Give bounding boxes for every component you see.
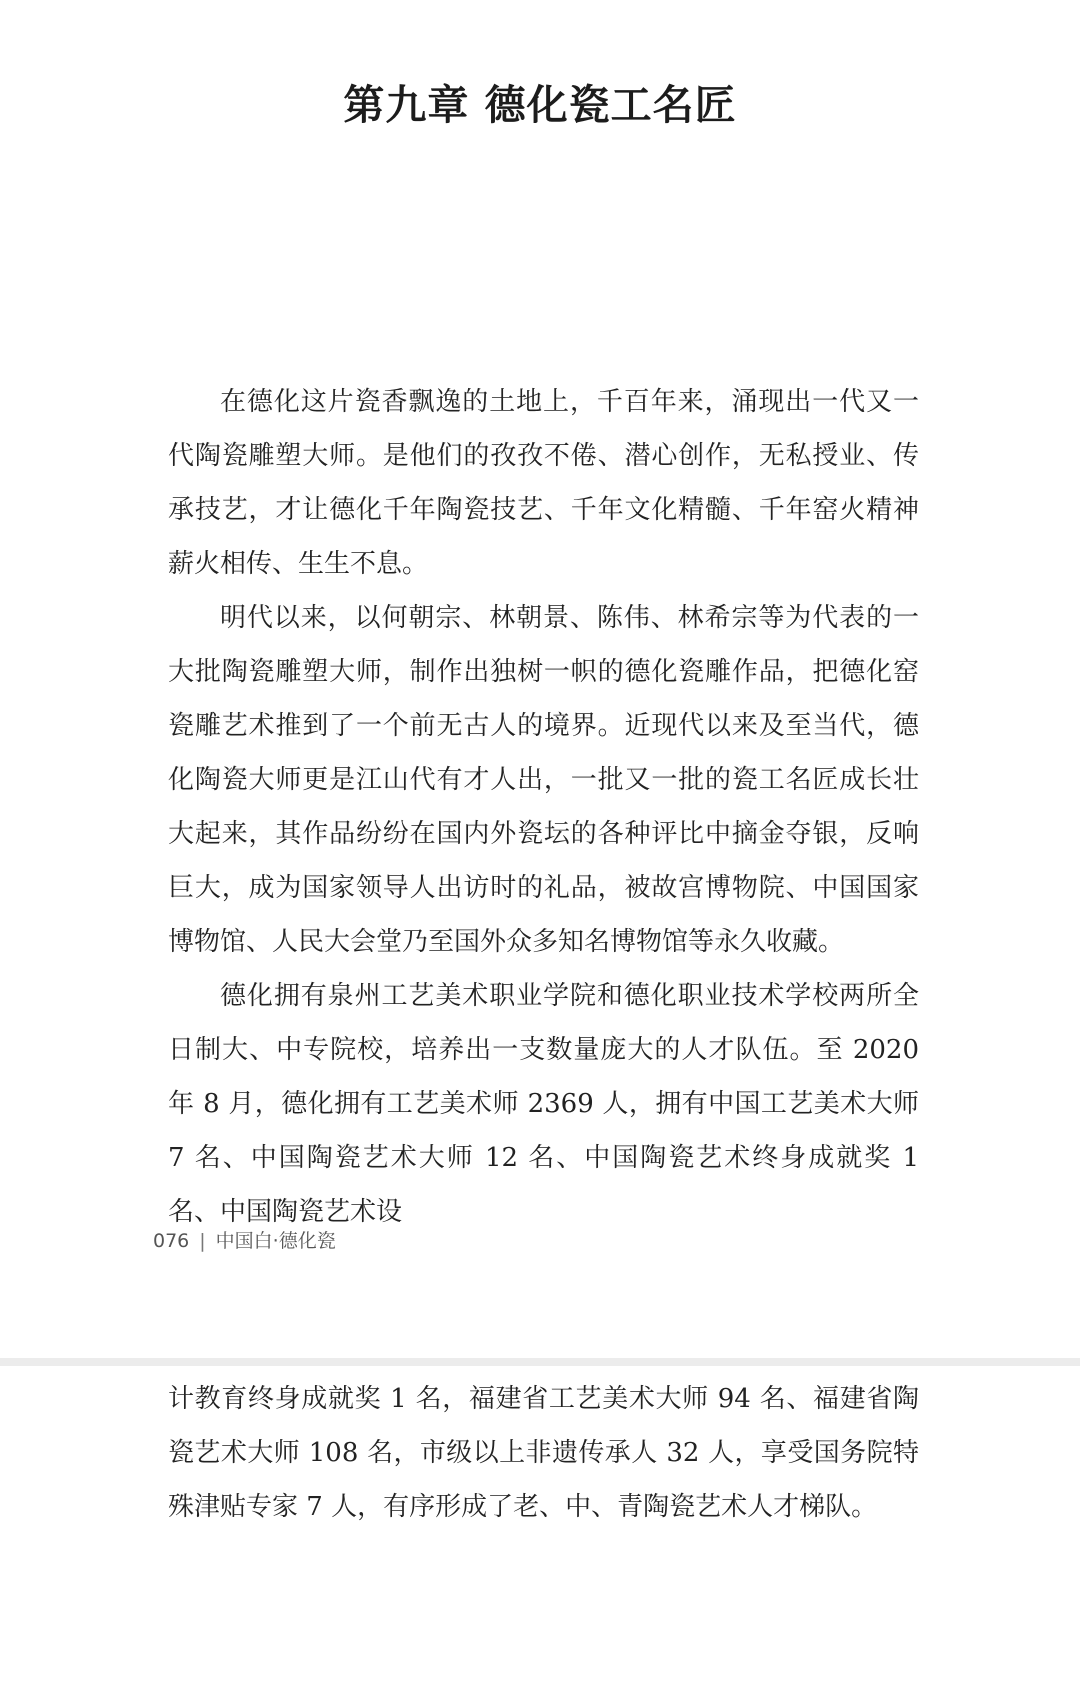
paragraph-intro: 在德化这片瓷香飘逸的土地上，千百年来，涌现出一代又一代陶瓷雕塑大师。是他们的孜孜不倦、潜心创作，无私授业、传承技艺，才让德化千年陶瓷技艺、千年文化精髓、千年窑火精神薪火相传、生生不息。 [168, 387, 919, 579]
paragraph-ming-masters: 明代以来，以何朝宗、林朝景、陈伟、林希宗等为代表的一大批陶瓷雕塑大师，制作出独树一帜的德化瓷雕作品，把德化窑瓷雕艺术推到了一个前无古人的境界。近现代以来及至当代，德化陶瓷大师更是江山代有才人出，一批又一批的瓷工名匠成长壮大起来，其作品纷纷在国内外瓷坛的各种评比中摘金夺银，反响巨大，成为国家领导人出访时的礼品，被故宫博物院、中国国家博物馆、人民大会堂乃至国外众多知名博物馆等永久收藏。 [168, 603, 919, 957]
book-page-077 [0, 1366, 1080, 1704]
page-body-text [168, 375, 919, 1239]
page-body-text-continued [168, 1372, 919, 1534]
book-title: 中国白·德化瓷 [215, 1230, 336, 1252]
running-footer [153, 1226, 336, 1253]
page-divider [0, 1358, 1080, 1366]
chapter-title: 第九章 德化瓷工名匠 [343, 81, 737, 129]
paragraph-talent-statistics: 德化拥有泉州工艺美术职业学院和德化职业技术学校两所全日制大、中专院校，培养出一支数量庞大的人才队伍。至 2020 年 8 月，德化拥有工艺美术师 2369 人，拥有中国工艺美术大师 7 名、中国陶瓷艺术大师 12 名、中国陶瓷艺术终身成就奖 1 名、中国陶瓷艺术设 [168, 981, 919, 1227]
paragraph-continuation: 计教育终身成就奖 1 名，福建省工艺美术大师 94 名、福建省陶瓷艺术大师 108 名，市级以上非遗传承人 32 人，享受国务院特殊津贴专家 7 人，有序形成了老、中、青陶瓷艺术人才梯队。 [168, 1384, 919, 1522]
page-number: 076 [153, 1230, 190, 1252]
footer-separator: | [199, 1230, 206, 1252]
